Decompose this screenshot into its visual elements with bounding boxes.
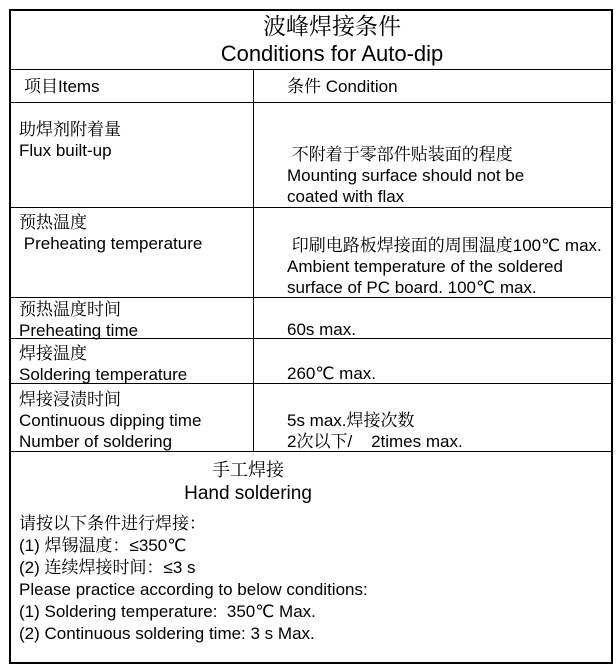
header-cell-condition	[254, 70, 611, 102]
item-cell	[11, 103, 254, 207]
hand-soldering-section	[11, 452, 611, 662]
instruction-line: Please practice according to below conditions:	[19, 580, 368, 599]
header-cell-items	[11, 70, 254, 102]
instruction-line: (1) 焊锡温度：≤350℃	[19, 536, 187, 555]
table-row-preheating-temperature	[11, 208, 611, 298]
item-line: 预热温度时间	[19, 300, 121, 319]
item-line: 助焊剂附着量	[19, 120, 121, 139]
col-header-condition: 条件 Condition	[287, 76, 398, 96]
item-cell	[11, 384, 254, 451]
condition-line: Mounting surface should not be	[287, 166, 525, 185]
item-line: Soldering temperature	[19, 365, 188, 384]
item-cell	[11, 208, 254, 297]
instruction-line: (1) Soldering temperature: 350℃ Max.	[19, 602, 316, 621]
condition-line: 5s max.焊接次数	[287, 411, 415, 430]
condition-line: 60s max.	[287, 320, 356, 339]
condition-cell	[254, 384, 611, 451]
condition-line: 260℃ max.	[287, 364, 377, 383]
document-title-zh: 波峰焊接条件	[263, 13, 401, 39]
table-row-soldering-temperature	[11, 339, 611, 384]
item-line: Continuous dipping time	[19, 411, 202, 430]
hand-soldering-title-zh: 手工焊接	[212, 460, 284, 480]
condition-line: Ambient temperature of the soldered	[287, 257, 563, 276]
item-line: 预热温度	[19, 213, 87, 232]
condition-line: coated with flax	[287, 187, 405, 206]
instruction-line: (2) Continuous soldering time: 3 s Max.	[19, 624, 315, 643]
table-row-dipping-time	[11, 384, 611, 452]
item-line: 焊接浸渍时间	[19, 390, 121, 409]
condition-line: 2次以下/ 2times max.	[287, 432, 463, 451]
hand-soldering-title-en: Hand soldering	[184, 483, 312, 504]
item-line: 焊接温度	[19, 344, 87, 363]
condition-cell	[254, 339, 611, 383]
condition-line: 不附着于零部件贴装面的程度	[287, 145, 513, 164]
instruction-line: (2) 连续焊接时间：≤3 s	[19, 558, 196, 577]
condition-cell	[254, 103, 611, 207]
instruction-line: 请按以下条件进行焊接：	[19, 514, 206, 533]
condition-cell	[254, 208, 611, 297]
table-row-flux-built-up	[11, 103, 611, 208]
item-line: Preheating time	[19, 321, 139, 340]
document-title-block	[11, 11, 611, 70]
document-title-en: Conditions for Auto-dip	[220, 41, 444, 66]
item-line: Number of soldering	[19, 432, 173, 451]
item-line: Flux built-up	[19, 141, 112, 160]
hand-soldering-instructions	[11, 513, 611, 645]
conditions-table	[9, 9, 613, 664]
col-header-items: 项目Items	[24, 76, 100, 96]
condition-cell	[254, 298, 611, 338]
table-header-row	[11, 70, 611, 103]
hand-soldering-title-block	[11, 458, 611, 506]
item-cell	[11, 298, 254, 338]
table-row-preheating-time	[11, 298, 611, 339]
condition-line: 印刷电路板焊接面的周围温度100℃ max.	[287, 236, 602, 255]
condition-line: surface of PC board. 100℃ max.	[287, 278, 537, 297]
item-line: Preheating temperature	[19, 234, 203, 253]
item-cell	[11, 339, 254, 383]
